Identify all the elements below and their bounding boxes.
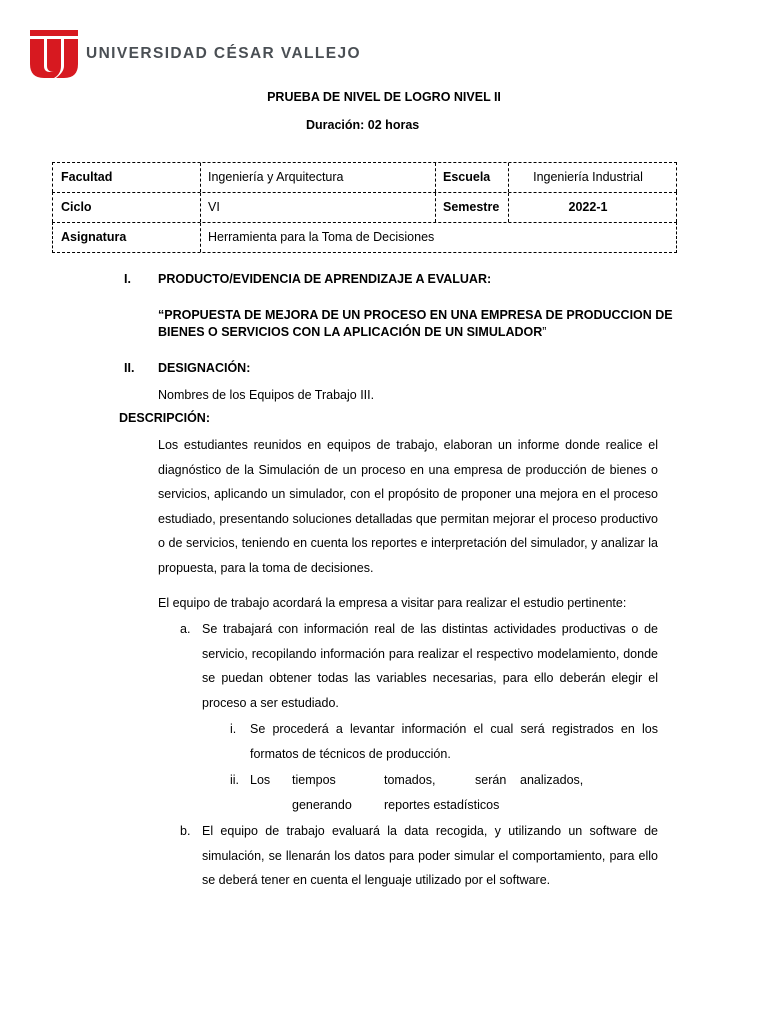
semester-value: 2022-1 xyxy=(568,200,608,214)
sub-item-ii-word: Los xyxy=(250,773,271,787)
sub-item-ii-word: generando xyxy=(292,798,352,812)
table-row xyxy=(52,222,677,253)
document-title: PRUEBA DE NIVEL DE LOGRO NIVEL II xyxy=(267,90,501,104)
sub-item-i-text: Se procederá a levantar información el cual será registrados en los formatos de técnicos de producción. xyxy=(250,722,658,761)
semester-label: Semestre xyxy=(443,200,500,214)
school-value: Ingeniería Industrial xyxy=(533,170,643,184)
subject-value: Herramienta para la Toma de Decisiones xyxy=(208,230,435,244)
faculty-label: Facultad xyxy=(61,170,113,184)
sub-item-ii-word: reportes estadísticos xyxy=(384,798,500,812)
item-a-marker: a. xyxy=(180,622,191,636)
sub-item-ii-word: tiempos xyxy=(292,773,336,787)
course-info-table xyxy=(52,162,677,253)
cycle-label: Ciclo xyxy=(61,200,92,214)
teams-text: Nombres de los Equipos de Trabajo III. xyxy=(158,388,375,402)
description-heading: DESCRIPCIÓN: xyxy=(119,411,210,425)
cycle-value: VI xyxy=(208,200,220,214)
sub-item-ii-word: tomados, xyxy=(384,773,436,787)
item-b-text: El equipo de trabajo evaluará la data recogida, y utilizando un software de simulación, se llenarán los datos para poder simular el comportamiento, para ello se deberá tener en cuenta el lenguaje utilizado por el software. xyxy=(202,824,658,887)
sub-item-ii-word: analizados, xyxy=(520,773,584,787)
description-paragraph: Los estudiantes reunidos en equipos de trabajo, elaboran un informe donde realice el diagnóstico de la Simulación de un proceso en una empresa de producción de bienes o servicios, aplicando un simulador, con el propósito de proponer una mejora en el proceso estudiado, presentando soluciones detalladas que permitan mejorar el proceso productivo o de servicios, teniendo en cuenta los reportes e interpretación del simulador, y analizar la propuesta, para la toma de decisiones. xyxy=(158,438,658,575)
sub-item-ii-word: serán xyxy=(475,773,507,787)
section-1-heading: PRODUCTO/EVIDENCIA DE APRENDIZAJE A EVALUAR: xyxy=(158,272,492,286)
table-row xyxy=(52,192,677,222)
duration-label: Duración: 02 horas xyxy=(306,118,420,132)
ucv-logo-icon xyxy=(30,30,78,80)
school-label: Escuela xyxy=(443,170,491,184)
product-title-line2-text: BIENES O SERVICIOS CON LA APLICACIÓN DE UN SIMULADOR xyxy=(158,325,543,339)
product-title-line2: BIENES O SERVICIOS CON LA APLICACIÓN DE UN SIMULADOR” xyxy=(158,325,547,339)
table-row xyxy=(52,162,677,192)
university-name: UNIVERSIDAD CÉSAR VALLEJO xyxy=(86,45,361,62)
product-title-line1: “PROPUESTA DE MEJORA DE UN PROCESO EN UNA EMPRESA DE PRODUCCION DE xyxy=(158,308,673,322)
section-2-number: II. xyxy=(124,361,135,375)
subject-label: Asignatura xyxy=(61,230,127,244)
sub-item-ii-marker: ii. xyxy=(230,773,240,787)
faculty-value: Ingeniería y Arquitectura xyxy=(208,170,344,184)
sub-item-i-marker: i. xyxy=(230,722,237,736)
section-1-number: I. xyxy=(124,272,131,286)
item-a-text: Se trabajará con información real de las distintas actividades productivas o de servicio, recopilando información para realizar el respectivo modelamiento, donde se puedan obtener todas las variables necesarias, para ello deberán elegir el proceso a ser estudiado. xyxy=(202,622,658,710)
item-b-marker: b. xyxy=(180,824,191,838)
description-intro: El equipo de trabajo acordará la empresa a visitar para realizar el estudio pertinente: xyxy=(158,596,627,610)
section-2-heading: DESIGNACIÓN: xyxy=(158,361,251,375)
